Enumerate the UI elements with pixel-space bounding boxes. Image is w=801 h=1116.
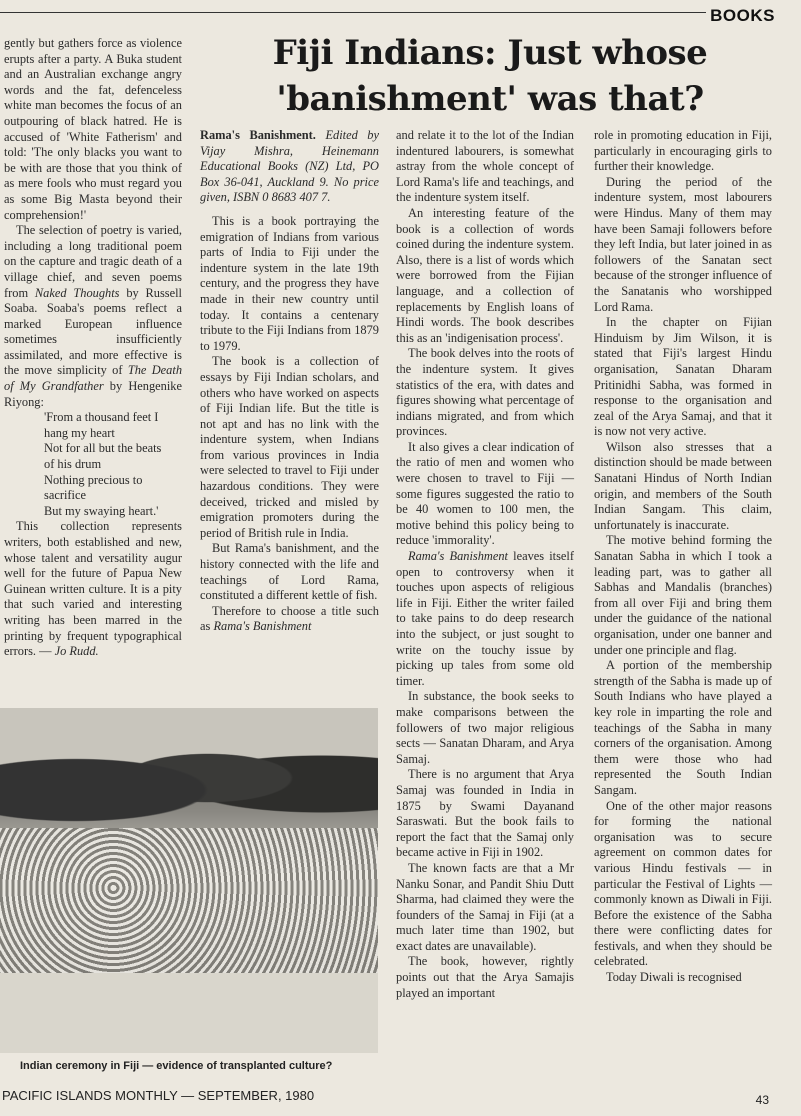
paragraph: The known facts are that a Mr Nanku Sonar, and Pandit Shiu Dutt Sharma, had claimed they were the founders of the Samaj in Fiji (at a much later time than 1902, but exact dates are unavailable). — [396, 860, 574, 953]
book-title: Naked Thoughts — [34, 285, 120, 300]
poem-line: But my swaying heart.' — [44, 503, 159, 518]
headline-line-1: Fiji Indians: Just whose — [272, 33, 708, 73]
poem-line: Not for all but the beats — [44, 441, 162, 456]
paragraph: An interesting feature of the book is a collection of words coined during the indenture system. Also, there is a list of words which were borrowed from the Fijian language, and a collection of replacements by English loans of Hindi words. The book describes this as an 'indigenisation process'. — [396, 205, 574, 345]
review-details: Edited by Vijay Mishra, Heinemann Educational Books (NZ) Ltd, PO Box 36-041, Auckland 9. No price given, ISBN 0 8683 407 7. — [200, 128, 380, 205]
photo-ground — [0, 973, 378, 1053]
photo-caption: Indian ceremony in Fiji — evidence of transplanted culture? — [20, 1060, 333, 1072]
book-title: Rama's Banishment — [408, 549, 509, 564]
paragraph: The motive behind forming the Sanatan Sabha in which I took a leading part, was to gather all Sabhas and Mandalis (branches) from all over Fiji and bring them under the guidance of the national organisation, under one banner and under one principle and flag. — [594, 533, 772, 657]
paragraph: In the chapter on Fijian Hinduism by Jim Wilson, it is stated that Fiji's largest Hindu organisation, Sanatan Dharam Pritinidhi Sabha, was formed in response to the organisation and zeal of the Arya Samaj, and that it is now not very active. — [594, 315, 772, 439]
paragraph: This collection represents writers, both established and new, whose talent and versatility augur well for the future of Papua New Guinean written culture. It is a pity that such varied and interesting writing has been marred in the printing by frequent typographical errors. — Jo Rudd. — [4, 519, 182, 659]
paragraph: Therefore to choose a title such as Rama's Banishment — [200, 603, 379, 634]
photo-crowd — [0, 828, 378, 978]
paragraph: This is a book portraying the emigration of Indians from various parts of India to Fiji under the indenture system in the late 19th century, and the progress they have made in their new country until today. It contains a centenary tribute to the Fiji Indians from 1879 to 1979. — [200, 213, 379, 353]
paragraph: The selection of poetry is varied, including a long traditional poem on the capture and tragic death of a village chief, and seven poems from Naked Thoughts by Russell Soaba. Soaba's poems reflect a marked European influence sometimes insufficiently assimilated, and more effective is the move simplicity of The Death of My Grandfather by Hengenike Riyong: — [4, 223, 183, 409]
paragraph: There is no argument that Arya Samaj was founded in India in 1875 by Swami Dayanand Saraswati. But the book fails to report the fact that the Samaj only became active in Fiji in 1902. — [396, 767, 574, 860]
paragraph: The book, however, rightly points out that the Arya Samajis played an important — [396, 954, 574, 1000]
paragraph: In substance, the book seeks to make comparisons between the followers of two major religious sects — Sanatan Dharam, and Arya Samaj. — [396, 689, 574, 766]
photo-trees — [0, 718, 378, 838]
headline — [200, 30, 780, 122]
poem-line: Nothing precious to sacrifice — [44, 472, 143, 503]
column-2 — [200, 128, 379, 635]
poem-line: of his drum — [44, 457, 102, 472]
footer-publication: PACIFIC ISLANDS MONTHLY — SEPTEMBER, 1980 — [2, 1088, 315, 1103]
paragraph: One of the other major reasons for forming the national organisation was to secure agreement on common dates for various Hindu festivals — in particular the Festival of Lights — commonly known as Diwali in Fiji. Before the existence of the Sabha there were conflicting dates for festivals, and when they should be celebrated. — [594, 798, 772, 969]
review-header — [200, 128, 379, 206]
paragraph: Today Diwali is recognised — [606, 970, 742, 985]
paragraph: It also gives a clear indication of the ratio of men and women who were chosen to travel to Fiji — some figures suggested the ratio to be 40 women to 100 men, the motive behind this policy being to reduce 'immorality'. — [396, 439, 574, 548]
review-title: Rama's Banishment. — [200, 128, 316, 142]
book-title: The Death of My Grandfather — [4, 363, 183, 394]
paragraph: The book is a collection of essays by Fiji Indian scholars, and others who have worked on aspects of Fiji Indian life. But the title is not apt and has no link with the indenture system, when Indians from various provinces in India were selected to travel to Fiji under hazardous conditions. They were deceived, tricked and misled by emigration promoters during the period of British rule in India. — [200, 354, 379, 540]
book-title: Rama's Banishment — [213, 619, 312, 634]
paragraph: A portion of the membership strength of the Sabha is made up of South Indians who have played a key role in imparting the role and teachings of the Sabha in many corners of the organisation. Among them were those who had represented the South Indian Sangam. — [594, 658, 772, 797]
ceremony-photo — [0, 708, 378, 1053]
page-number: 43 — [755, 1093, 769, 1107]
column-3 — [396, 128, 574, 1001]
paragraph: Wilson also stresses that a distinction should be made between Sanatani Hindus of North Indian origin, and members of the South Indian Sangam. This claim, unfortunately is inaccurate. — [594, 439, 772, 532]
paragraph: role in promoting education in Fiji, particularly in encouraging girls to further their knowledge. — [594, 128, 772, 174]
headline-line-2: 'banishment' was that? — [276, 79, 704, 119]
paragraph: gently but gathers force as violence erupts after a party. A Buka student and an Australian exchange angry words and the fat, defenceless white man becomes the focus of an outpouring of black hatred. He is accused of 'White Fatherism' and told: 'The only blacks you want to be with are those that you think of as mere fools who must regard you as some Big Masta beyond their comprehension!' — [4, 36, 182, 222]
poem-line: 'From a thousand feet I — [44, 410, 159, 425]
column-4 — [594, 128, 772, 986]
paragraph: The book delves into the roots of the indenture system. It gives statistics of the era, with dates and figures showing what percentage of indians migrated, and from which provinces. — [396, 346, 574, 439]
section-label: BOOKS — [710, 6, 775, 25]
poem-line: hang my heart — [44, 425, 115, 440]
paragraph: During the period of the indenture system, most labourers were Hindus. Many of them may have been Samaji followers before they left India, but later joined in as followers of the Sanatan sect because of the stronger influence of the Sanatanis who worshipped Lord Rama. — [594, 174, 772, 314]
reviewer-name: Jo Rudd. — [54, 644, 99, 659]
top-rule — [0, 12, 706, 13]
paragraph: Rama's Banishment leaves itself open to controversy when it touches upon aspects of religious life in Fiji. Either the writer failed to take pains to do deep research into the subject, or just sought to write on the touchy issue by picking up tales from some old timer. — [396, 549, 574, 688]
paragraph: and relate it to the lot of the Indian indentured labourers, is somewhat astray from the whole concept of Lord Rama's life and teachings, and the indenture system itself. — [396, 128, 574, 205]
paragraph: But Rama's banishment, and the history connected with the life and teachings of Lord Rama, constituted a different kettle of fish. — [200, 541, 379, 603]
column-1 — [4, 36, 182, 660]
